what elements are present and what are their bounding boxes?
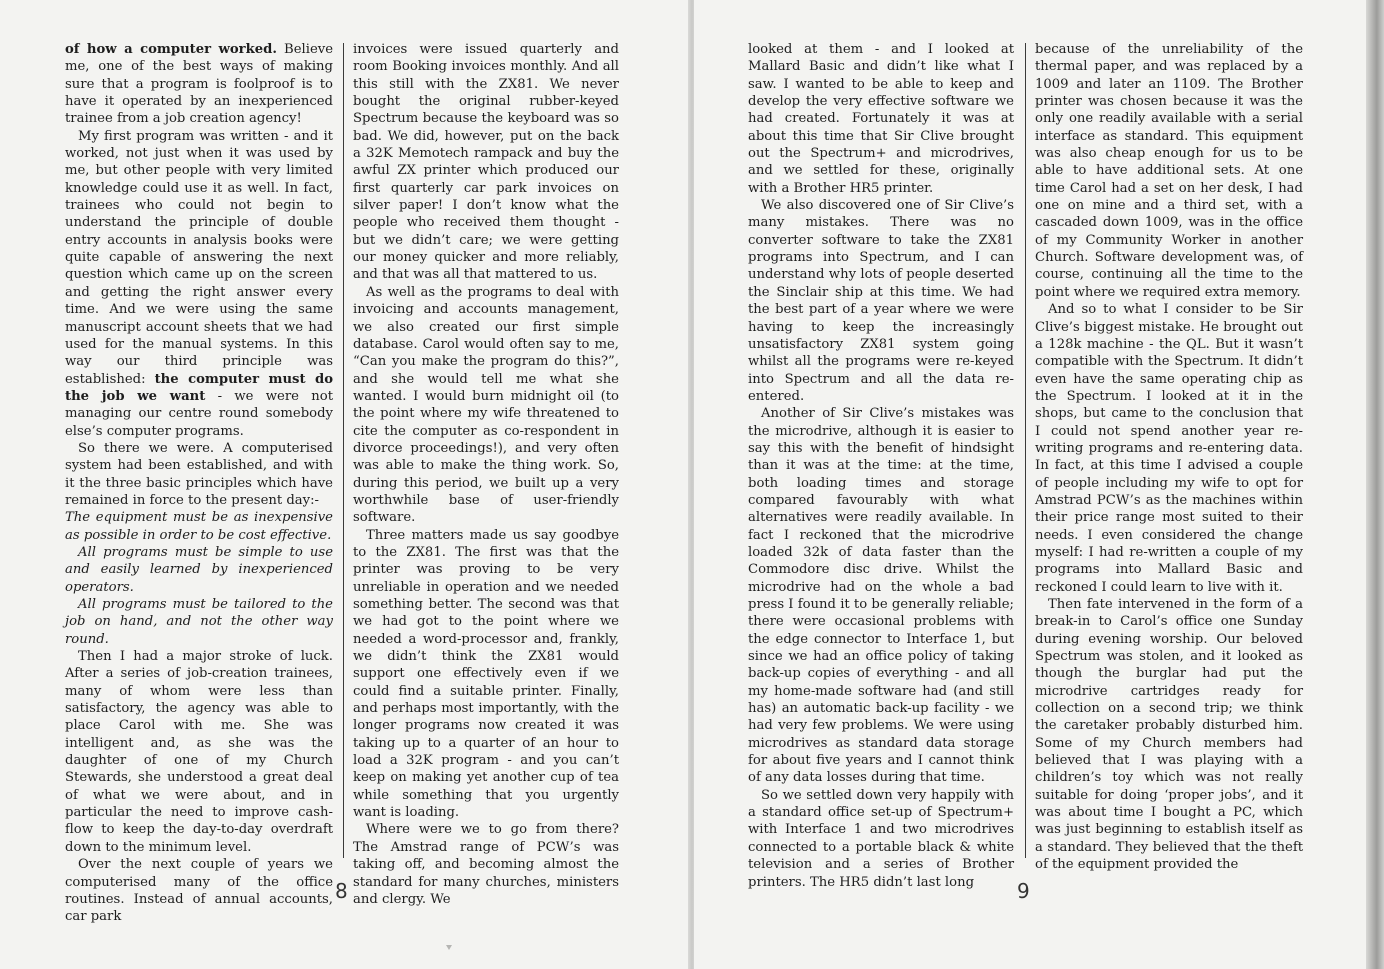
- paragraph: because of the unreliability of the thermal paper, and was replaced by a 1009 and later an 1109. The Brother printer was chosen because it was the only one readily available with a serial interface as standard. This equipment was also cheap enough for us to be able to have additional sets. At one time Carol had a set on her desk, I had one on mine and a third set, with a cascaded down 1009, was in the office of my Community Worker in another Church. Software development was, of course, continuing all the time to the point where we required extra memory.: [1035, 42, 1303, 300]
- paragraph: Then fate intervened in the form of a break-in to Carol’s office one Sunday during evening worship. Our beloved Spectrum was stolen, and it looked as though the burglar had put the microdrive cartridges ready for collection on a second trip; we think the caretaker probably disturbed him. Some of my Church members had believed that I was playing with a children’s toy which was not really suitable for doing ‘proper jobs’, and it was about time I bought a PC, which was just beginning to establish itself as a standard. They believed that the theft of the equipment provided the: [1035, 597, 1303, 873]
- paragraph-text: My first program was written - and it worked, not just when it was used by me, but other people with very limited knowledge could use it as well. In fact, trainees who could not begin to understand the principle of double entry accounts in analysis books were quite capable of answering the next question which came up on the screen and getting the right answer every time. And we were using the same manuscript account sheets that we had used for the manual systems. In this way our third principle was established:: [65, 128, 333, 387]
- page-number: 8: [335, 879, 348, 903]
- paragraph-text: Believe me, one of the best ways of making sure that a program is foolproof is to have it operated by an inexperienced trainee from a job creation agency!: [65, 42, 333, 127]
- paragraph: Where were we to go from there? The Amstrad range of PCW’s was taking off, and becoming almost the standard for many churches, ministers and clergy. We: [353, 822, 619, 907]
- bold-phrase: the computer must do the job we want: [65, 371, 333, 404]
- left-page-column-2: [353, 41, 619, 908]
- print-mark: [446, 945, 452, 950]
- right-page-column-1: [748, 41, 1014, 891]
- paragraph: As well as the programs to deal with invoicing and accounts management, we also created our first simple database. Carol would often say to me, “Can you make the program do this?”, and she would tell me what she wanted. I would burn midnight oil (to the point where my wife threatened to cite the computer as co-respondent in divorce proceedings!), and very often was able to make the thing work. So, during this period, we built up a very worthwhile base of user-friendly software.: [353, 284, 619, 526]
- paragraph: looked at them - and I looked at Mallard Basic and didn’t like what I saw. I wanted to be able to keep and develop the very effective software we had created. Fortunately it was at about this time that Sir Clive brought out the Spectrum+ and microdrives, and we settled for these, originally with a Brother HR5 printer.: [748, 42, 1014, 196]
- paragraph: So we settled down very happily with a standard office set-up of Spectrum+ with Interface 1 and two microdrives connected to a portable black & white television and a series of Brother printers. The HR5 didn’t last long: [748, 787, 1014, 890]
- right-page: [694, 0, 1366, 969]
- column-divider: [343, 43, 344, 858]
- left-page-column-1: [65, 41, 333, 926]
- page-number: 9: [1017, 879, 1030, 903]
- paragraph: [65, 128, 333, 440]
- paragraph: Three matters made us say goodbye to the ZX81. The first was that the printer was proving to be very unreliable in operation and we needed something better. The second was that we had got to the point where we needed a word-processor and, frankly, we didn’t think the ZX81 would support one effectively even if we could find a suitable printer. Finally, and perhaps most importantly, with the longer programs now created it was taking up to a quarter of an hour to load a 32K program - and you can’t keep on making yet another cup of tea while something that you urgently want is loading.: [353, 527, 619, 821]
- column-divider: [1025, 43, 1026, 858]
- paragraph: We also discovered one of Sir Clive’s many mistakes. There was no converter software to take the ZX81 programs into Spectrum, and I can understand why lots of people deserted the Sinclair ship at this time. We had the best part of a year where we were having to keep the increasingly unsatisfactory ZX81 system going whilst all the programs were re-keyed into Spectrum and all the data re-entered.: [748, 198, 1014, 404]
- page-edge: [1366, 0, 1384, 969]
- paragraph: Then I had a major stroke of luck. After a series of job-creation trainees, many of whom were less than satisfactory, the agency was able to place Carol with me. She was intelligent and, as she was the daughter of one of my Church Stewards, she understood a great deal of what we were about, and in particular the need to improve cash-flow to keep the day-to-day overdraft down to the minimum level.: [65, 649, 333, 855]
- principle-2: All programs must be simple to use and easily learned by inexperienced operators.: [65, 544, 333, 595]
- paragraph: [65, 41, 333, 128]
- paragraph: Another of Sir Clive’s mistakes was the microdrive, although it is easier to say this with the benefit of hindsight than it was at the time: at the time, both loading times and storage compared favourably with what alternatives were readily available. In fact I reckoned that the microdrive loaded 32k of data faster than the Commodore disc drive. Whilst the microdrive had on the whole a bad press I found it to be generally reliable; there were occasional problems with the edge connector to Interface 1, but since we had an office policy of taking back-up copies of everything - and all my home-made software had (and still has) an automatic back-up facility - we had very few problems. We were using microdrives as standard data storage for about five years and I cannot think of any data losses during that time.: [748, 406, 1014, 786]
- paragraph-text: - we were not managing our centre round somebody else’s computer programs.: [65, 388, 334, 439]
- paragraph: And so to what I consider to be Sir Clive’s biggest mistake. He brought out a 128k machine - the QL. But it wasn’t compatible with the Spectrum. It didn’t even have the same operating chip as the Spectrum. I looked at it in the shops, but came to the conclusion that I could not spend another year re-writing programs and re-entering data. In fact, at this time I advised a couple of people including my wife to opt for Amstrad PCW’s as the machines within their price range most suited to their needs. I even considered the change myself: I had re-written a couple of my programs into Mallard Basic and reckoned I could learn to live with it.: [1035, 302, 1303, 595]
- principle-3: All programs must be tailored to the job on hand, and not the other way round.: [65, 597, 333, 647]
- paragraph: So there we were. A computerised system had been established, and with it the three basic principles which have remained in force to the present day:-: [65, 440, 333, 508]
- paragraph: invoices were issued quarterly and room Booking invoices monthly. And all this still with the ZX81. We never bought the original rubber-keyed Spectrum because the keyboard was so bad. We did, however, put on the back a 32K Memotech rampack and buy the awful ZX printer which produced our first quarterly car park invoices on silver paper! I don’t know what the people who received them thought - but we didn’t care; we were getting our money quicker and more reliably, and that was all that mattered to us.: [353, 42, 619, 283]
- right-page-column-2: [1035, 41, 1303, 874]
- principle-1: The equipment must be as inexpensive as possible in order to be cost effective.: [65, 510, 333, 543]
- left-page: [0, 0, 690, 969]
- bold-phrase: of how a computer worked.: [65, 42, 277, 57]
- paragraph: Over the next couple of years we computerised many of the office routines. Instead of annual accounts, car park: [65, 857, 333, 925]
